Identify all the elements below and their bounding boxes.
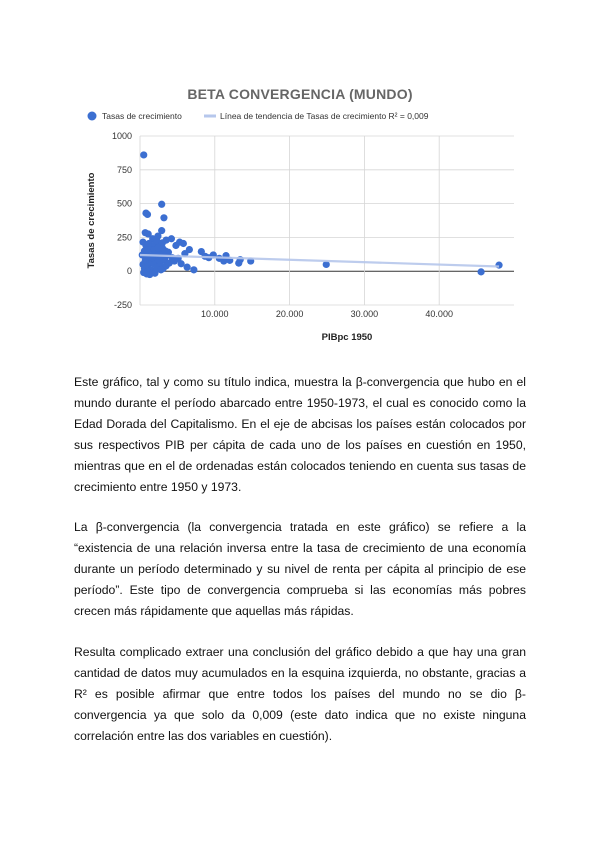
x-axis-label: PIBpc 1950 xyxy=(321,332,373,343)
legend-label-trend: Línea de tendencia de Tasas de crecimiento R² = 0,009 xyxy=(220,111,429,121)
y-tick-label: 250 xyxy=(116,232,132,243)
paragraph-conclusion: Resulta complicado extraer una conclusión del gráfico debido a que hay una gran cantidad de datos muy acumulados en la esquina izquierda, no obstante, gracias a R² es posible afirmar que entre todos los países del mundo no se dio β-convergencia ya que solo da 0,009 (este dato indica que no existe ninguna correlación entre las dos variables en cuestión). xyxy=(74,645,526,743)
y-tick-label: -250 xyxy=(113,300,132,310)
data-point xyxy=(178,260,185,267)
data-point xyxy=(157,266,164,273)
data-point xyxy=(158,227,165,234)
y-axis-label: Tasas de crecimiento xyxy=(86,172,97,269)
data-point xyxy=(154,245,161,252)
y-tick-label: 750 xyxy=(116,164,132,175)
chart-title: BETA CONVERGENCIA (MUNDO) xyxy=(187,86,413,102)
data-point xyxy=(158,201,165,208)
data-point xyxy=(190,266,197,273)
data-point xyxy=(144,211,151,218)
x-tick-label: 10.000 xyxy=(201,309,229,319)
legend-marker-series xyxy=(88,112,97,121)
chart-plot xyxy=(80,78,520,348)
trend-line xyxy=(140,255,499,266)
data-point xyxy=(495,262,502,269)
data-point xyxy=(140,151,147,158)
data-point xyxy=(146,271,153,278)
data-point xyxy=(168,235,175,242)
x-tick-label: 30.000 xyxy=(350,309,379,319)
y-tick-label: 500 xyxy=(116,198,132,209)
x-tick-label: 20.000 xyxy=(275,309,304,319)
data-point xyxy=(160,214,167,221)
x-tick-label: 40.000 xyxy=(425,309,453,319)
paragraph-intro: Este gráfico, tal y como su título indica, muestra la β-convergencia que hubo en el mundo durante el período abarcado entre 1950-1973, el cual es conocido como la Edad Dorada del Capitalismo. En el eje de abcisas los países están colocados por sus respectivos PIB per cápita de cada uno de los países en cuestión en 1950, mientras que en el de ordenadas están colocados teniendo en cuenta sus tasas de crecimiento entre 1950 y 1973. xyxy=(74,375,526,494)
paragraph-definition: La β-convergencia (la convergencia tratada en este gráfico) se refiere a la “existencia de una relación inversa entre la tasa de crecimiento de una economía durante un período determinado y su nivel de renta per cápita al principio de ese período”. Este tipo de convergencia comprueba si las economías más pobres crecen más rápidamente que aquellas más rápidas. xyxy=(74,520,526,618)
legend-label-series: Tasas de crecimiento xyxy=(102,111,182,121)
beta-convergence-chart xyxy=(80,78,520,348)
data-point xyxy=(477,268,484,275)
y-tick-label: 0 xyxy=(126,266,132,277)
y-tick-label: 1000 xyxy=(111,131,132,141)
data-point xyxy=(180,240,187,247)
